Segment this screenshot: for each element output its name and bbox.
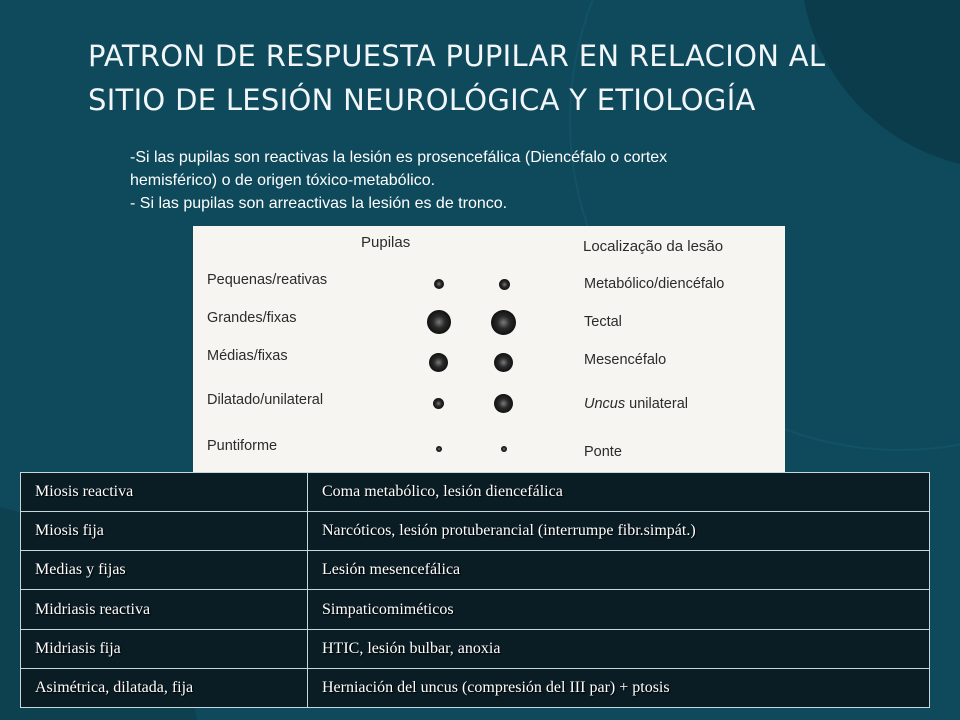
table-cell-cause: Narcóticos, lesión protuberancial (interrumpe fibr.simpát.) [308, 512, 930, 551]
figure-row-label: Dilatado/unilateral [207, 392, 324, 408]
slide-title-line-2: SITIO DE LESIÓN NEUROLÓGICA Y ETIOLOGÍA [88, 83, 756, 117]
figure-row-location: Metabólico/diencéfalo [584, 276, 725, 292]
text-line-1: -Si las pupilas son reactivas la lesión es prosencefálica (Diencéfalo o cortex [130, 149, 668, 166]
table-cell-cause: HTIC, lesión bulbar, anoxia [308, 629, 930, 668]
figure-row-location [584, 396, 688, 412]
table-row [21, 512, 930, 551]
pupil-icon [491, 310, 516, 335]
pupil-icon [494, 353, 513, 372]
text-line-3: - Si las pupilas son arreactivas la lesión es de tronco. [130, 195, 508, 212]
table-row [21, 473, 930, 512]
slide-title [88, 34, 908, 122]
table-row [21, 590, 930, 629]
pupil-icon [499, 279, 510, 290]
pupil-findings-table [20, 472, 930, 708]
pupil-icon [501, 446, 507, 452]
slide-title-line-1: PATRON DE RESPUESTA PUPILAR EN RELACION AL [88, 39, 826, 73]
pupil-icon [427, 310, 451, 334]
table-cell-finding: Miosis reactiva [21, 473, 308, 512]
figure-header-pupilas: Pupilas [361, 234, 411, 251]
table-cell-finding: Midriasis fija [21, 629, 308, 668]
figure-row-location: Tectal [584, 314, 622, 330]
figure-row-label: Puntiforme [207, 438, 278, 454]
pupil-icon [494, 394, 513, 413]
table-cell-cause: Simpaticomiméticos [308, 590, 930, 629]
table-cell-finding: Asimétrica, dilatada, fija [21, 668, 308, 707]
figure-row-location-italic: Uncus [584, 396, 626, 412]
text-line-2: hemisférico) o de origen tóxico-metabólico. [130, 172, 436, 189]
figure-row-location: Ponte [584, 444, 622, 460]
table-cell-finding: Medias y fijas [21, 551, 308, 590]
pupil-icon [434, 279, 444, 289]
figure-row-label: Médias/fixas [207, 348, 288, 364]
table-cell-finding: Midriasis reactiva [21, 590, 308, 629]
table-row [21, 668, 930, 707]
table-row [21, 551, 930, 590]
pupil-icon [433, 398, 444, 409]
figure-row-label: Pequenas/reativas [207, 272, 328, 288]
table-cell-cause: Coma metabólico, lesión diencefálica [308, 473, 930, 512]
table-cell-cause: Lesión mesencefálica [308, 551, 930, 590]
table-row [21, 629, 930, 668]
pupil-icon [436, 446, 442, 452]
figure-row-label: Grandes/fixas [207, 310, 297, 326]
figure-header-localizacao: Localização da lesão [583, 238, 724, 255]
table-cell-cause: Herniación del uncus (compresión del III par) + ptosis [308, 668, 930, 707]
slide-body-text [130, 146, 890, 215]
figure-row-location-suffix: unilateral [625, 396, 688, 412]
figure-row-location: Mesencéfalo [584, 352, 667, 368]
pupil-figure [193, 226, 785, 472]
pupil-icon [429, 353, 448, 372]
table-cell-finding: Miosis fija [21, 512, 308, 551]
